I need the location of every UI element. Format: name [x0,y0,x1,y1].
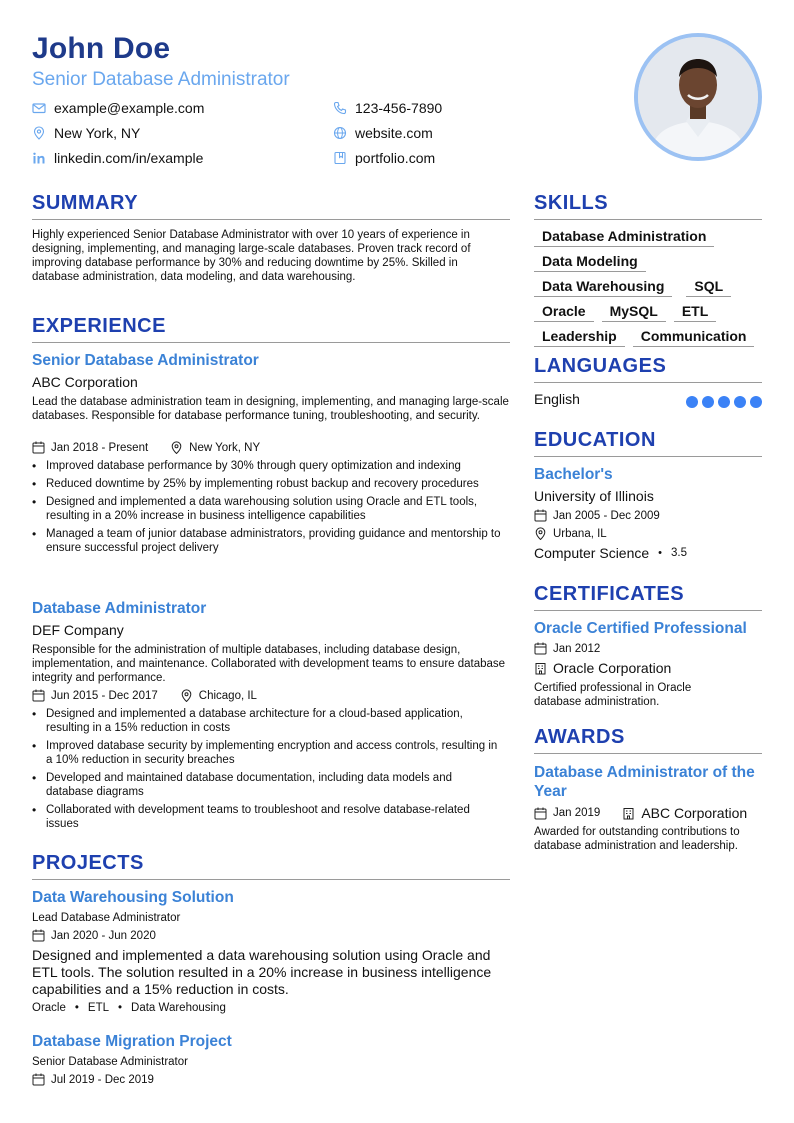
section-title-experience: EXPERIENCE [32,315,166,337]
project-tag: Oracle [32,1002,66,1014]
award-description: Awarded for outstanding contributions to database administration and leadership. [534,826,740,852]
calendar-icon [534,642,547,655]
education-field-row: Computer Science • 3.5 [534,545,688,561]
calendar-icon [32,1073,45,1086]
company-name: ABC Corporation [32,374,138,390]
job-meta [32,689,257,702]
project-tag: ETL [87,1002,109,1014]
skills-list [534,226,764,351]
certificate-issuer: Oracle Corporation [553,660,672,676]
skill-tag: Database Administration [534,226,714,247]
certificate-title: Oracle Certified Professional [534,620,747,637]
skill-tag: Leadership [534,326,625,347]
project-meta [32,1073,154,1086]
education-gpa: 3.5 [671,547,688,559]
candidate-title: Senior Database Administrator [32,69,290,90]
list-item: • Designed and implemented a database architecture for a cloud-based application, resulting in a 15% reduction in costs [32,707,502,735]
certificate-issuer-row [534,660,671,676]
job-dates: Jan 2018 - Present [51,441,149,454]
portfolio-icon [333,151,347,165]
skill-tag: MySQL [602,301,666,322]
award-issuer: ABC Corporation [641,805,748,821]
section-divider [534,610,762,611]
language-level [686,396,766,408]
contact-email[interactable]: example@example.com [32,100,204,116]
contact-linkedin[interactable]: linkedin.com/in/example [32,150,203,166]
section-divider [534,382,762,383]
job-achievements [32,707,502,835]
education-field: Computer Science [534,545,650,561]
project-dates: Jul 2019 - Dec 2019 [51,1073,154,1086]
company-name: DEF Company [32,622,124,638]
education-location: Urbana, IL [553,527,607,540]
job-achievements [32,459,502,559]
list-item: • Developed and maintained database documentation, including data models and database diagrams [32,771,502,799]
proficiency-dot [686,396,698,408]
project-meta [32,929,156,942]
project-title: Data Warehousing Solution [32,889,234,906]
contact-website[interactable]: website.com [333,125,433,141]
section-divider [534,753,762,754]
calendar-icon [32,929,45,942]
section-divider [534,219,762,220]
phone-icon [333,101,347,115]
list-item: • Reduced downtime by 25% by implementing robust backup and recovery procedures [32,477,502,491]
contact-portfolio[interactable]: portfolio.com [333,150,435,166]
job-title: Database Administrator [32,600,207,617]
certificate-date-row [534,642,600,655]
project-role: Senior Database Administrator [32,1056,188,1068]
calendar-icon [32,689,45,702]
degree: Bachelor's [534,466,613,483]
job-description: Lead the database administration team in designing, implementing, and managing large-scale databases. Responsible for database performance tuning, troubleshooting, and security. [32,396,509,422]
proficiency-dot [718,396,730,408]
skill-tag: Communication [633,326,755,347]
project-dates: Jan 2020 - Jun 2020 [51,929,156,942]
section-divider [32,219,510,220]
mail-icon [32,101,46,115]
candidate-name: John Doe [32,32,171,65]
certificate-description: Certified professional in Oracle database administration. [534,682,692,708]
certificate-date: Jan 2012 [553,642,601,655]
section-title-awards: AWARDS [534,726,625,748]
profile-photo [634,33,762,161]
project-description: Designed and implemented a data warehousing solution using Oracle and ETL tools. The solution resulted in a 20% increase in business intelligence capabilities and a 15% reduction in costs. [32,947,492,997]
summary-text: Highly experienced Senior Database Administrator with over 10 years of experience in designing, implementing, and managing large-scale databases. Proven track record of improving database performance by 30% and reducing downtime by 25%. Skilled in database administration, data modeling, and data warehousing. [32,229,471,283]
section-divider [32,342,510,343]
project-tag: Data Warehousing [131,1002,226,1014]
proficiency-dot [734,396,746,408]
education-location-row [534,527,607,540]
skill-tag: SQL [686,276,731,297]
section-divider [534,456,762,457]
proficiency-dot [750,396,762,408]
section-title-projects: PROJECTS [32,852,144,874]
language-name: English [534,391,580,407]
job-location: New York, NY [189,441,261,454]
section-title-education: EDUCATION [534,429,656,451]
list-item: • Collaborated with development teams to troubleshoot and resolve database-related issues [32,803,502,831]
contact-phone[interactable]: 123-456-7890 [333,100,442,116]
list-item: • Managed a team of junior database administrators, providing guidance and mentorship to ensure successful project delivery [32,527,502,555]
education-dates: Jan 2005 - Dec 2009 [553,509,660,522]
job-title: Senior Database Administrator [32,352,259,369]
job-meta [32,441,260,454]
section-title-skills: SKILLS [534,192,609,214]
calendar-icon [534,509,547,522]
list-item: • Improved database security by implementing encryption and access controls, resulting in a 10% reduction in security breaches [32,739,502,767]
linkedin-icon [32,151,46,165]
map-pin-icon [32,126,46,140]
map-pin-icon [180,689,193,702]
skill-tag: Oracle [534,301,594,322]
award-date: Jan 2019 [553,807,601,819]
globe-icon [333,126,347,140]
job-dates: Jun 2015 - Dec 2017 [51,689,158,702]
skill-tag: Data Warehousing [534,276,672,297]
list-item: • Improved database performance by 30% through query optimization and indexing [32,459,502,473]
building-icon [534,662,547,675]
calendar-icon [534,807,547,820]
education-dates-row [534,509,660,522]
project-tags: Oracle • ETL • Data Warehousing [32,1002,226,1014]
section-divider [32,879,510,880]
award-meta [534,805,747,821]
skill-tag: ETL [674,301,716,322]
section-title-certificates: CERTIFICATES [534,583,685,605]
skill-tag: Data Modeling [534,251,646,272]
calendar-icon [32,441,45,454]
section-title-languages: LANGUAGES [534,355,667,377]
list-item: • Designed and implemented a data warehousing solution using Oracle and ETL tools, resulting in a 20% increase in business intelligence capabilities [32,495,502,523]
proficiency-dot [702,396,714,408]
contact-location: New York, NY [32,125,140,141]
section-title-summary: SUMMARY [32,192,139,214]
school-name: University of Illinois [534,488,654,504]
project-role: Lead Database Administrator [32,912,181,924]
award-title: Database Administrator of the Year [534,764,755,800]
map-pin-icon [170,441,183,454]
job-description: Responsible for the administration of multiple databases, including database design, implementation, and maintenance. Collaborated with development teams to ensure database integrity and performance. [32,644,506,684]
map-pin-icon [534,527,547,540]
project-title: Database Migration Project [32,1033,232,1050]
job-location: Chicago, IL [198,689,257,702]
building-icon [622,807,635,820]
